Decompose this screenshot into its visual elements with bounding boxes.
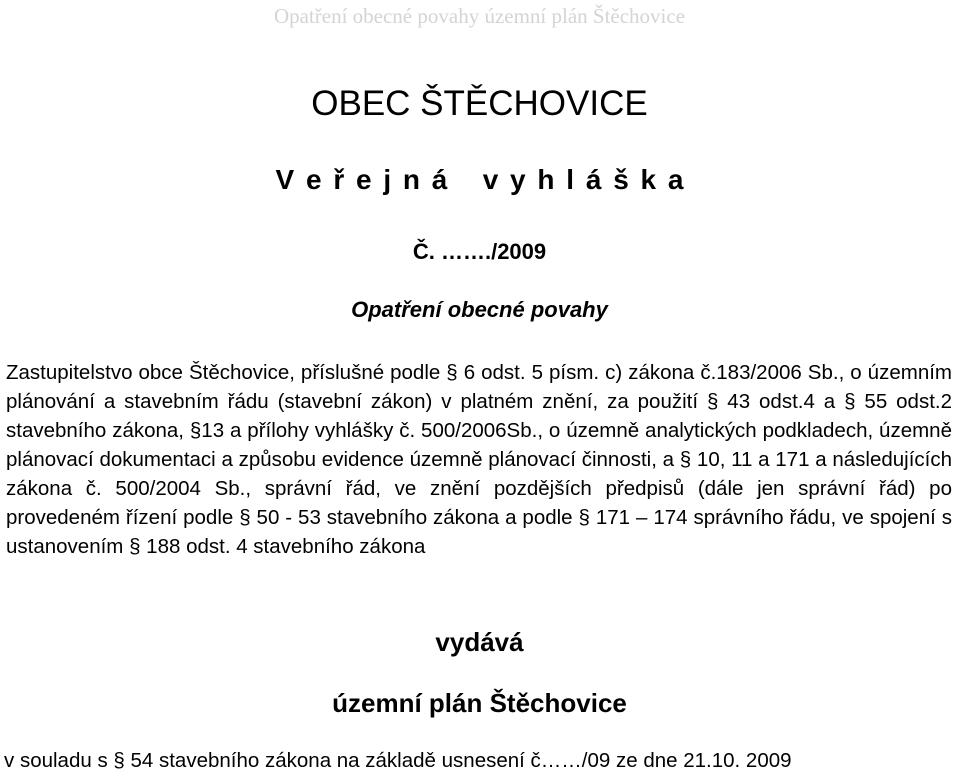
preamble-paragraph: Zastupitelstvo obce Štěchovice, příslušné podle § 6 odst. 5 písm. c) zákona č.183/2006 Sb., o územním plánování a stavebním řádu (stavební zákon) v platném znění, za použití § 43 odst.4 a § 55 odst.2 stavebního zákona, §13 a přílohy vyhlášky č. 500/2006Sb., o územně analytických podkladech, územně plánovací dokumentaci a způsobu evidence územně plánovací činnosti, a § 10, 11 a 171 a následujících zákona č. 500/2004 Sb., správní řád, ve znění pozdějších předpisů (dále jen správní řád) po provedeném řízení podle § 50 - 53 stavebního zákona a podle § 171 – 174 správního řádu, ve spojení s ustanovením § 188 odst. 4 stavebního zákona (6, 361, 952, 558)
measure-type: Opatření obecné povahy (351, 297, 608, 322)
plan-name: územní plán Štěchovice (332, 688, 627, 718)
running-header: Opatření obecné povahy územní plán Štěchovice (273, 4, 686, 28)
municipality-title: OBEC ŠTĚCHOVICE (311, 84, 648, 123)
accordance-line: v souladu s § 54 stavebního zákona na základě usnesení č……/09 ze dne 21.10. 2009 (4, 749, 792, 772)
notice-title: V e ř e j n á v y h l á š k a (275, 164, 684, 195)
document-number: Č. ……./2009 (412, 239, 547, 264)
issues-heading: vydává (435, 627, 524, 657)
